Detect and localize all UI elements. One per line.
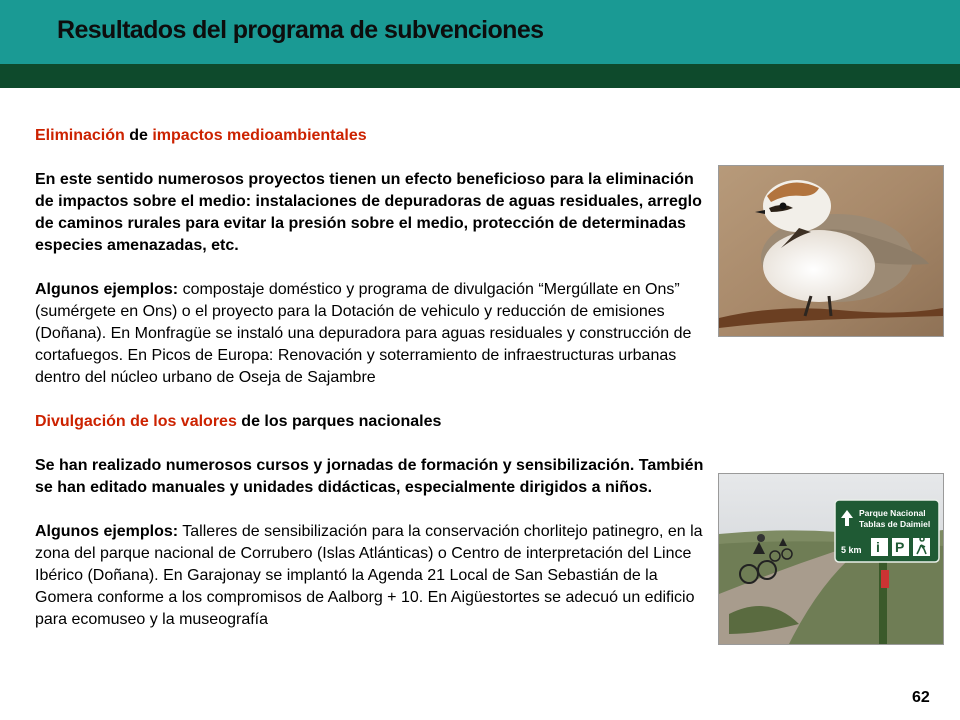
section2-heading-part1: Divulgación de los valores — [35, 413, 237, 430]
svg-text:i: i — [876, 539, 880, 555]
section2-examples-label: Algunos ejemplos: — [35, 523, 179, 540]
section2-examples-text: Talleres de sensibilización para la conservación chorlitejo patinegro, en la zona del parque nacional de Corrubero (Islas Atlánticas) o Centro de interpretación del Lince Ibérico (Doñana). En Garajonay se implantó la Agenda 21 Local de San Sebastián de la Gomera conforme a los compromisos de Aalborg + 10. En Aigüestortes se adecuó un edificio para ecomuseo y la museografía — [35, 523, 703, 628]
page-number: 62 — [912, 689, 930, 706]
spacer — [35, 257, 710, 279]
svg-text:P: P — [895, 539, 905, 555]
header-bar — [0, 64, 960, 88]
sign-distance: 5 km — [841, 545, 862, 555]
content-body — [35, 125, 710, 631]
spacer — [35, 389, 710, 411]
section1-heading-part3: impactos medioambientales — [152, 127, 367, 144]
section1-heading — [35, 125, 710, 147]
page-title: Resultados del programa de subvenciones — [57, 16, 544, 44]
section2-heading — [35, 411, 710, 433]
spacer — [35, 433, 710, 455]
bird-photo — [718, 165, 944, 337]
sign-line2: Tablas de Daimiel — [859, 519, 931, 529]
section1-heading-part1: Eliminación — [35, 127, 125, 144]
section1-examples-text: compostaje doméstico y programa de divulgación “Mergúllate en Ons” (sumérgete en Ons) o el proyecto para la Dotación de vehiculo y reducción de emisiones (Doñana). En Monfragüe se instaló una depuradora para aguas residuales y construcción de cortafuegos. En Picos de Europa: Renovación y soterramiento de infraestructuras urbanas dentro del núcleo urbano de Oseja de Sajambre — [35, 281, 692, 386]
section1-heading-part2: de — [124, 127, 153, 144]
spacer — [35, 499, 710, 521]
cyclists-park-sign-illustration — [719, 474, 943, 644]
section2-examples — [35, 521, 710, 631]
section2-heading-part2: de los parques nacionales — [236, 413, 442, 430]
spacer — [35, 147, 710, 169]
section1-body: En este sentido numerosos proyectos tienen un efecto beneficioso para la eliminación de impactos sobre el medio: instalaciones de depuradoras de aguas residuales, arreglo de caminos rurales para evitar la presión sobre el medio, protección de determinadas especies amenazadas, etc. — [35, 171, 702, 254]
plover-bird-illustration — [719, 166, 943, 336]
park-sign-photo — [718, 473, 944, 645]
section1-examples — [35, 279, 710, 389]
sign-line1: Parque Nacional — [859, 508, 926, 518]
section1-examples-label: Algunos ejemplos: — [35, 281, 179, 298]
section2-body: Se han realizado numerosos cursos y jornadas de formación y sensibilización. También se han editado manuales y unidades didácticas, especialmente dirigidos a niños. — [35, 457, 704, 496]
